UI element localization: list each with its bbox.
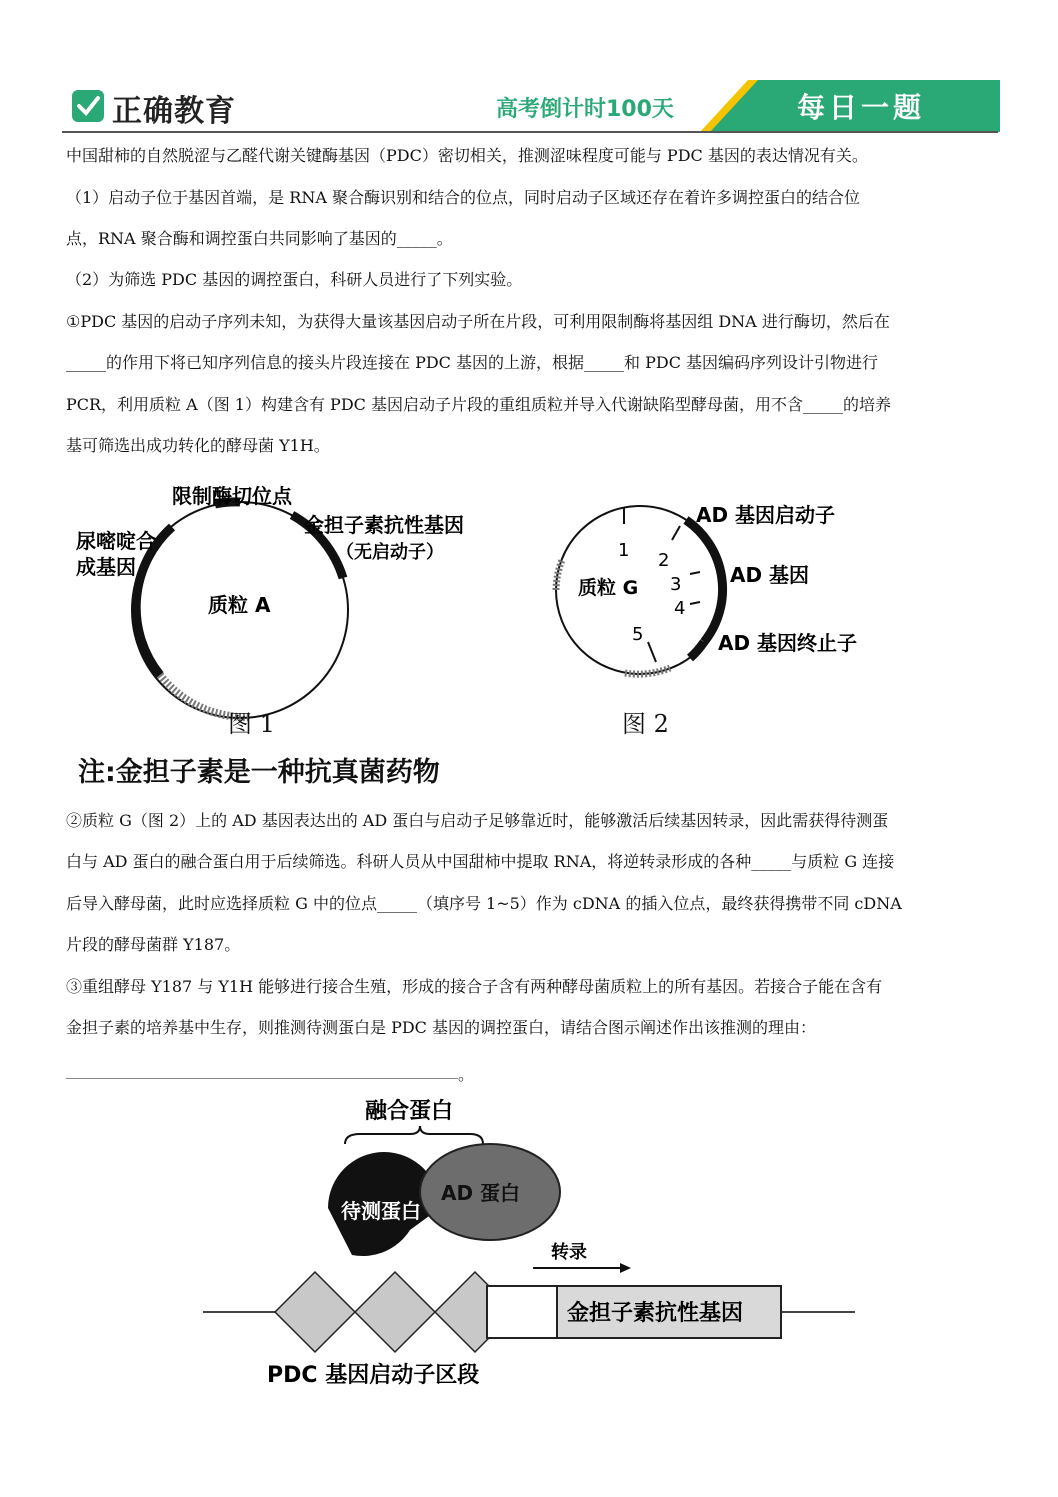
countdown-label: 高考倒计时100天 (496, 97, 674, 122)
resistance-label-2: （无启动子） (336, 542, 444, 563)
step3-line1: ③重组酵母 Y187 与 Y1H 能够进行接合生殖，形成的接合子含有两种酵母菌质粒上的所有基因。若接合子能在含有 (66, 977, 883, 996)
site-3-label: 3 (670, 574, 682, 595)
figure-note: 注:金担子素是一种抗真菌药物 (78, 757, 440, 788)
transcription-label: 转录 (551, 1242, 587, 1263)
promoter-element-1 (275, 1272, 355, 1352)
site-4-mark (690, 602, 700, 604)
q1-line2: 点，RNA 聚合酶和调控蛋白共同影响了基因的_____。 (66, 229, 453, 248)
figure2-plasmid-g (540, 490, 900, 700)
ad-gene-label: AD 基因 (730, 563, 810, 587)
promoter-element-2 (355, 1272, 435, 1352)
q2-intro: （2）为筛选 PDC 基因的调控蛋白，科研人员进行了下列实验。 (66, 270, 523, 289)
site-5-mark (648, 642, 656, 662)
site-4-label: 4 (674, 598, 686, 619)
step2-line2: 白与 AD 蛋白的融合蛋白用于后续筛选。科研人员从中国甜柿中提取 RNA，将逆转录形成的各种_____与质粒 G 连接 (66, 852, 895, 871)
brand-name: 正确教育 (112, 94, 236, 129)
daily-question-badge: 每日一题 (797, 91, 926, 124)
site-2-mark (672, 526, 680, 540)
ad-gene-arc (686, 520, 723, 642)
step2-line3: 后导入酵母菌，此时应选择质粒 G 中的位点_____（填序号 1~5）作为 cDNA 的插入位点，最终获得携带不同 cDNA (66, 894, 902, 913)
plasmid-a-label: 质粒 A (208, 593, 271, 617)
checkmark-logo-icon (72, 90, 104, 122)
site-5-label: 5 (632, 624, 644, 645)
header-divider (62, 131, 998, 133)
step1-line1: ①PDC 基因的启动子序列未知，为获得大量该基因启动子所在片段，可利用限制酶将基因组 DNA 进行酶切，然后在 (66, 312, 890, 331)
restriction-site-label: 限制酶切位点 (172, 484, 292, 508)
fusion-protein-label: 融合蛋白 (365, 1099, 454, 1124)
step2-line1: ②质粒 G（图 2）上的 AD 基因表达出的 AD 蛋白与启动子足够靠近时，能够激活后续基因转录，因此需获得待测蛋 (66, 811, 889, 830)
test-protein-label: 待测蛋白 (341, 1199, 421, 1223)
step2-line4: 片段的酵母菌群 Y187。 (66, 935, 241, 954)
site-2-label: 2 (658, 550, 670, 571)
core-promoter-box (487, 1286, 557, 1338)
figure3-fusion-diagram (195, 1090, 875, 1400)
figure1-plasmid-a (60, 480, 520, 740)
ad-terminator-label: AD 基因终止子 (718, 631, 858, 655)
resistance-gene-label: 金担子素抗性基因 (567, 1301, 744, 1326)
ad-terminator-arc (690, 642, 704, 658)
figure1-caption: 图 1 (228, 710, 275, 738)
page-header (62, 72, 998, 134)
transcription-arrow-head (620, 1263, 631, 1273)
site-3-mark (690, 572, 700, 574)
step1-line2: _____的作用下将已知序列信息的接头片段连接在 PDC 基因的上游，根据_____和 PDC 基因编码序列设计引物进行 (66, 353, 879, 372)
ura-gene-label-2: 成基因 (76, 555, 136, 579)
fusion-brace (345, 1126, 483, 1144)
plasmid-g-label: 质粒 G (578, 577, 639, 599)
answer-end-mark: 。 (458, 1065, 475, 1084)
step3-line2: 金担子素的培养基中生存，则推测待测蛋白是 PDC 基因的调控蛋白，请结合图示阐述作出该推测的理由： (66, 1018, 817, 1037)
intro-text: 中国甜柿的自然脱涩与乙醛代谢关键酶基因（PDC）密切相关，推测涩味程度可能与 PDC 基因的表达情况有关。 (66, 146, 868, 165)
step1-line4: 基可筛选出成功转化的酵母菌 Y1H。 (66, 436, 330, 455)
step1-line3: PCR，利用质粒 A（图 1）构建含有 PDC 基因启动子片段的重组质粒并导入代谢缺陷型酵母菌，用不含_____的培养 (66, 395, 891, 414)
ad-protein-label: AD 蛋白 (441, 1181, 521, 1205)
ad-promoter-label: AD 基因启动子 (696, 503, 836, 527)
figure2-caption: 图 2 (622, 710, 669, 738)
q1-line1: （1）启动子位于基因首端，是 RNA 聚合酶识别和结合的位点，同时启动子区域还存在着许多调控蛋白的结合位 (66, 188, 860, 207)
answer-blank-line (66, 1078, 458, 1079)
ura-gene-label-1: 尿嘧啶合 (76, 529, 156, 553)
promoter-region-label: PDC 基因启动子区段 (267, 1363, 480, 1388)
resistance-label-1: 金担子素抗性基因 (304, 513, 464, 537)
site-1-label: 1 (618, 540, 630, 561)
